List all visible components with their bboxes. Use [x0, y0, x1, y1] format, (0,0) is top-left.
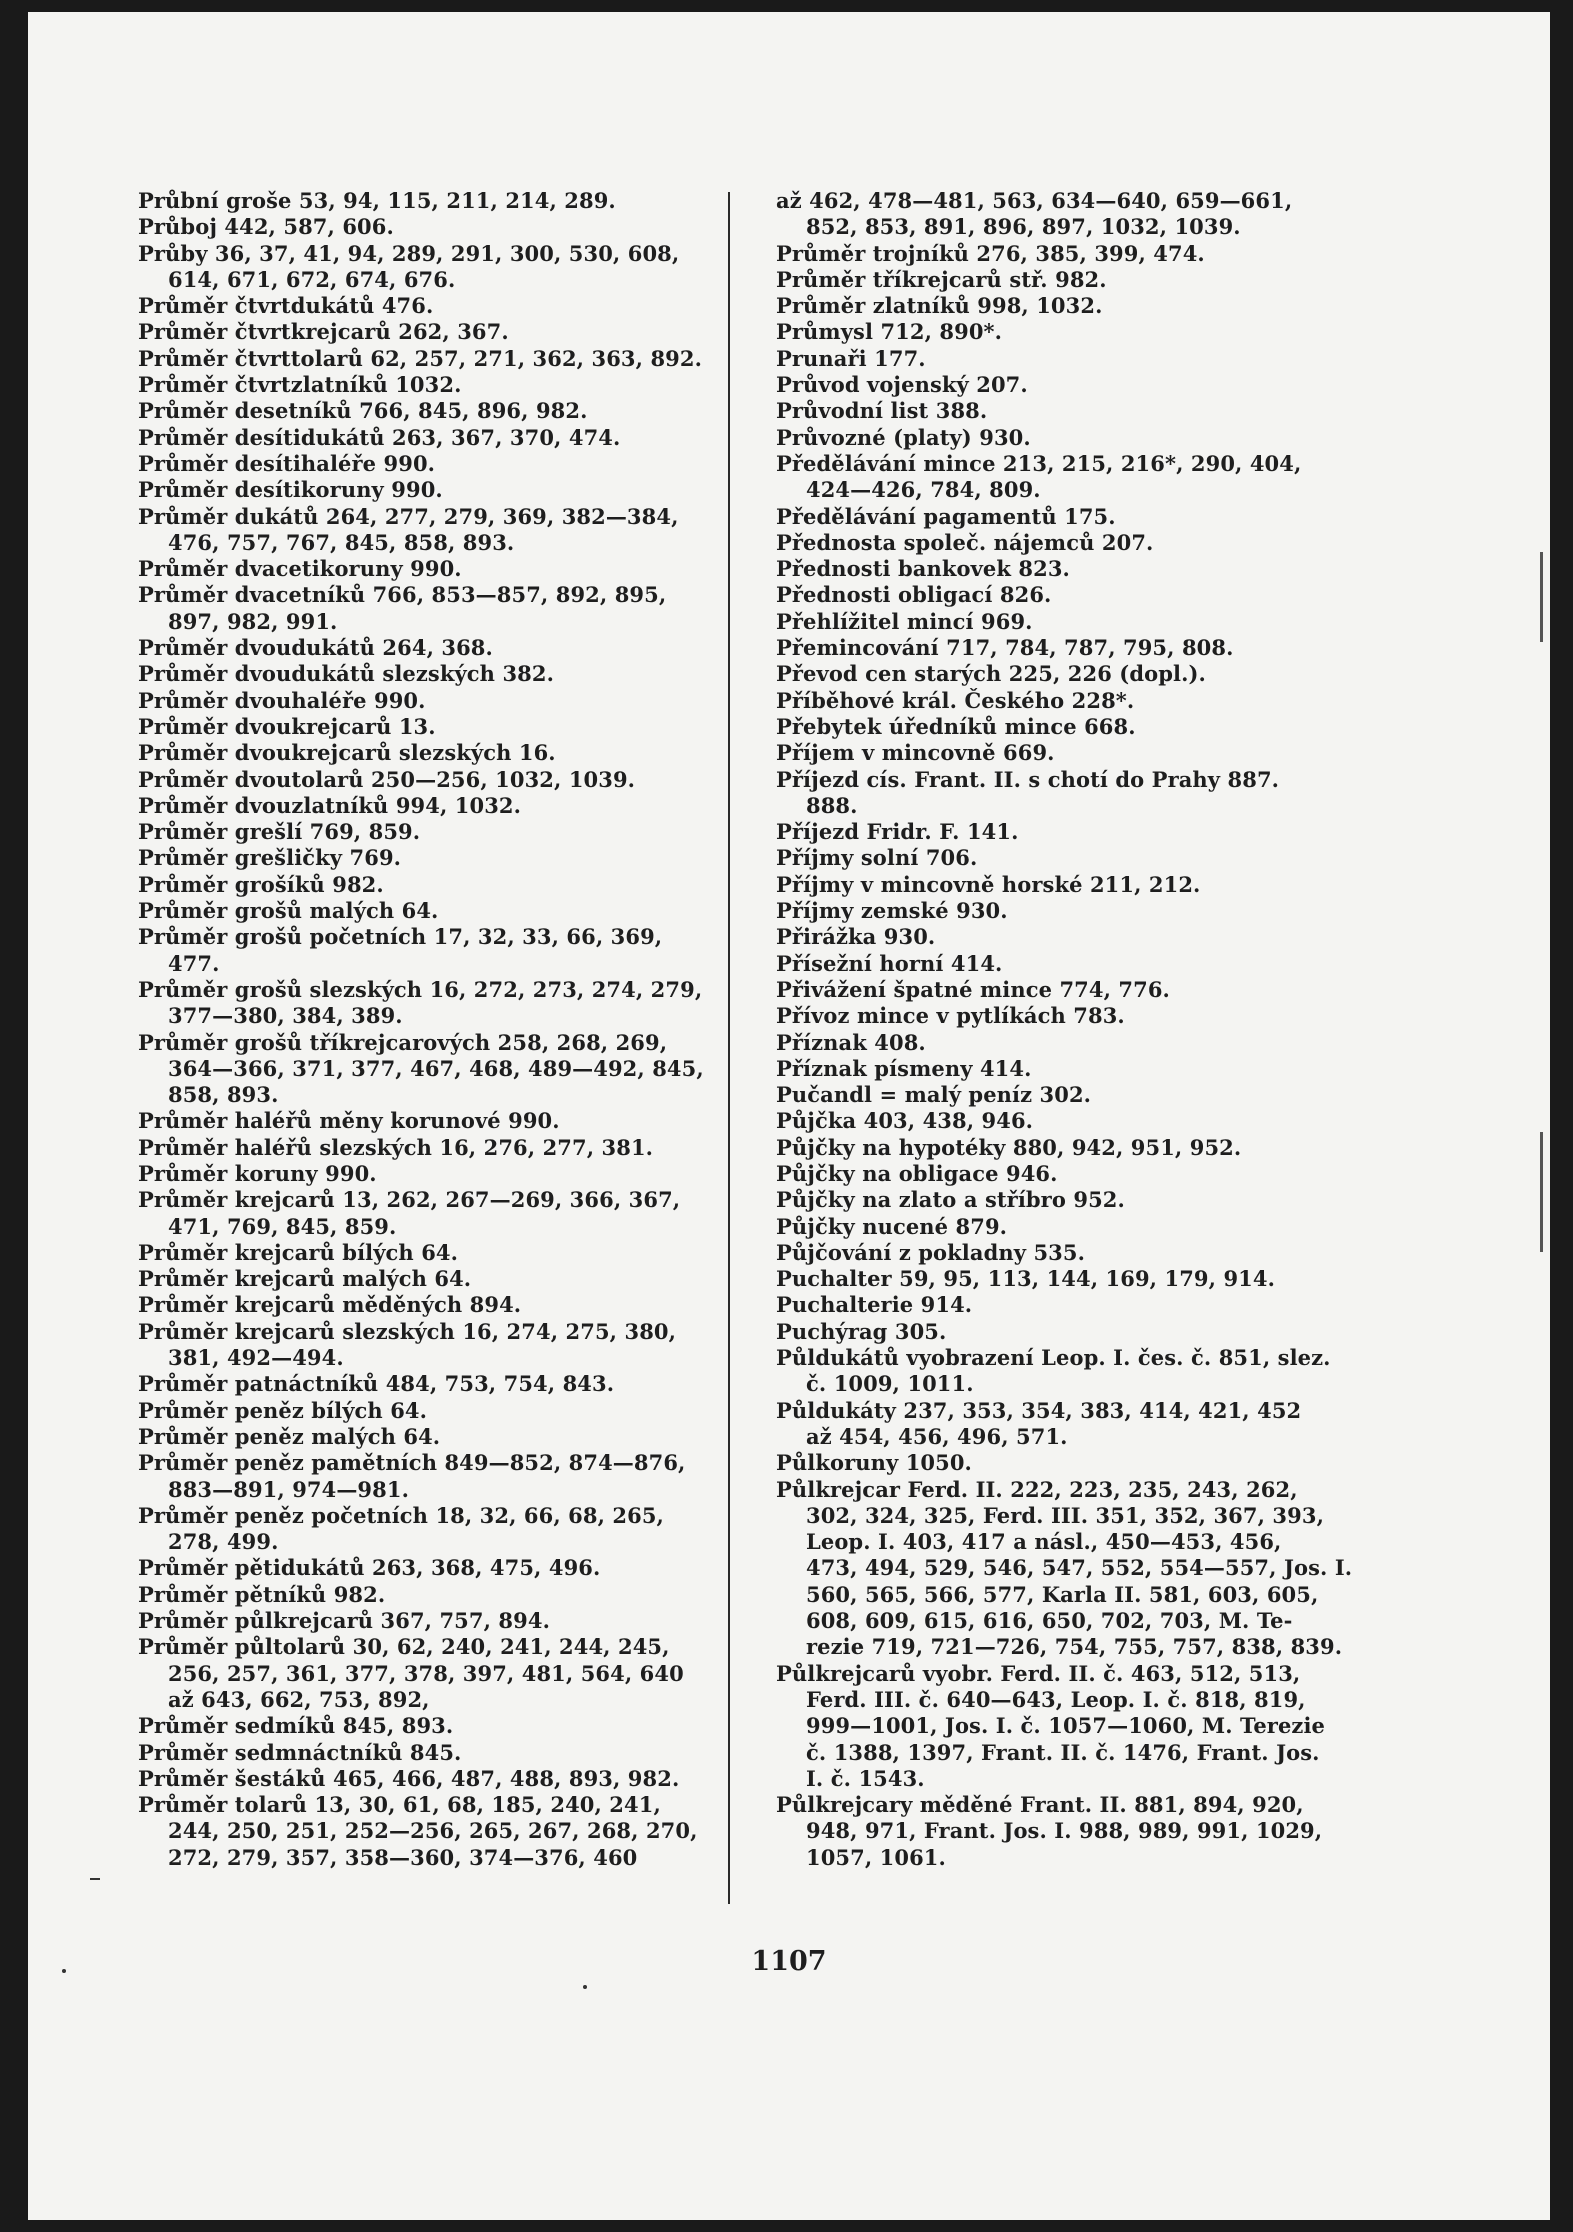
index-entry: Průměr sedmíků 845, 893.: [138, 1713, 454, 1739]
index-entry: Průměr dvouhaléře 990.: [138, 687, 426, 713]
index-entry: Přednosti obligací 826.: [776, 582, 1052, 608]
index-entry: Průměr čtvrttolarů 62, 257, 271, 362, 363, 892.: [138, 345, 702, 371]
index-entry: Průměr desítidukátů 263, 367, 370, 474.: [138, 424, 621, 450]
index-entry: Příznak 408.: [776, 1029, 926, 1055]
index-entry: Průměr peněz pamětních 849—852, 874—876, 883—891, 974—981.: [138, 1450, 686, 1502]
index-entry: Půjčky na hypotéky 880, 942, 951, 952.: [776, 1134, 1242, 1160]
index-entry: Příjem v mincovně 669.: [776, 740, 1055, 766]
index-entry: Průměr dvoudukátů slezských 382.: [138, 661, 555, 687]
index-entry: Puchalter 59, 95, 113, 144, 169, 179, 914.: [776, 1266, 1276, 1292]
index-entry: Průměr dvoukrejcarů slezských 16.: [138, 740, 556, 766]
index-entry: Půjčky nucené 879.: [776, 1213, 1008, 1239]
index-entry: Prunaři 177.: [776, 345, 926, 371]
index-entry: Převod cen starých 225, 226 (dopl.).: [776, 661, 1206, 687]
index-entry: Průměr haléřů slezských 16, 276, 277, 381.: [138, 1134, 654, 1160]
index-entry: Průměr grošů slezských 16, 272, 273, 274, 279, 377—380, 384, 389.: [138, 976, 703, 1029]
index-entry: Přivážení špatné mince 774, 776.: [776, 976, 1170, 1002]
index-entry: Průměr trojníků 276, 385, 399, 474.: [776, 240, 1205, 266]
index-entry: Průměr pětníků 982.: [138, 1581, 386, 1607]
index-entry: Příjmy v mincovně horské 211, 212.: [776, 871, 1201, 897]
index-entry: Průměr grošů malých 64.: [138, 898, 439, 924]
index-entry: Průměr krejcarů slezských 16, 274, 275, 380, 381, 492—494.: [138, 1318, 677, 1371]
index-entry: Průměr dvacetníků 766, 853—857, 892, 895, 897, 982, 991.: [138, 582, 667, 634]
index-entry: Přirážka 930.: [776, 924, 936, 950]
index-entry: až 462, 478—481, 563, 634—640, 659—661, 852, 853, 891, 896, 897, 1032, 1039.: [776, 188, 1293, 240]
index-entry: Průměr čtvrtzlatníků 1032.: [138, 372, 462, 398]
index-entry: Průměr půlkrejcarů 367, 757, 894.: [138, 1608, 550, 1634]
index-entry: Průměr grošů tříkrejcarových 258, 268, 269, 364—366, 371, 377, 467, 468, 489—492, 845, 858, 893.: [138, 1029, 704, 1108]
index-entry: Průměr krejcarů 13, 262, 267—269, 366, 367, 471, 769, 845, 859.: [138, 1187, 681, 1239]
index-entry: Příznak písmeny 414.: [776, 1055, 1032, 1081]
index-entry: Předělávání pagamentů 175.: [776, 503, 1116, 529]
margin-mark: [90, 1878, 100, 1880]
index-entry: Předělávání mince 213, 215, 216*, 290, 404, 424—426, 784, 809.: [776, 450, 1302, 503]
index-entry: Přehlížitel mincí 969.: [776, 608, 1033, 634]
index-entry: Průměr haléřů měny korunové 990.: [138, 1108, 560, 1134]
index-entry: Průměr desítihaléře 990.: [138, 450, 436, 476]
index-entry: Průměr grešličky 769.: [138, 845, 402, 871]
index-entry: Příjezd Fridr. F. 141.: [776, 819, 1019, 845]
index-entry: Půlkrejcary měděné Frant. II. 881, 894, 920, 948, 971, Frant. Jos. I. 988, 989, 991, 1029, 1057, 1061.: [776, 1792, 1323, 1870]
index-entry: Průměr peněz početních 18, 32, 66, 68, 265, 278, 499.: [138, 1502, 664, 1555]
scan-edge-mark: [1540, 1132, 1543, 1252]
index-entry: Přísežní horní 414.: [776, 950, 1003, 976]
index-entry: Přednosti bankovek 823.: [776, 556, 1070, 582]
index-entry: Průměr tolarů 13, 30, 61, 68, 185, 240, 241, 244, 250, 251, 252—256, 265, 267, 268, 270, 272, 279, 357, 358—360, 374—376, 460: [138, 1792, 698, 1870]
index-entry: Průměr šestáků 465, 466, 487, 488, 893, 982.: [138, 1765, 680, 1791]
index-entry: Průměr krejcarů malých 64.: [138, 1266, 472, 1292]
index-entry: Přemincování 717, 784, 787, 795, 808.: [776, 635, 1234, 661]
index-entry: Průboj 442, 587, 606.: [138, 214, 394, 240]
index-entry: Průměr dukátů 264, 277, 279, 369, 382—384, 476, 757, 767, 845, 858, 893.: [138, 503, 679, 555]
index-entry: Průmysl 712, 890*.: [776, 319, 1003, 345]
index-entry: Průměr koruny 990.: [138, 1160, 377, 1186]
index-entry: Průměr dvoukrejcarů 13.: [138, 713, 436, 739]
index-entry: Průměr půltolarů 30, 62, 240, 241, 244, 245, 256, 257, 361, 377, 378, 397, 481, 564, 640 až 643, 662, 753, 892,: [138, 1634, 684, 1712]
index-entry: Průvod vojenský 207.: [776, 372, 1028, 398]
index-entry: Průměr dvoutolarů 250—256, 1032, 1039.: [138, 766, 636, 792]
index-entry: Průměr krejcarů měděných 894.: [138, 1292, 522, 1318]
index-entry: Půlkrejcarů vyobr. Ferd. II. č. 463, 512, 513, Ferd. III. č. 640—643, Leop. I. č. 818, 819, 999—1001, Jos. I. č. 1057—1060, M. Terezie č. 1388, 1397, Frant. II. č. 1476, Frant. Jos. I. č. 1543.: [776, 1660, 1325, 1791]
index-entry: Průměr pětidukátů 263, 368, 475, 496.: [138, 1555, 601, 1581]
index-entry: Přednosta společ. nájemců 207.: [776, 529, 1154, 555]
margin-mark: [62, 1969, 66, 1973]
index-entry: Průměr sedmnáctníků 845.: [138, 1739, 462, 1765]
index-entry: Průměr patnáctníků 484, 753, 754, 843.: [138, 1371, 615, 1397]
index-entry: Půjčka 403, 438, 946.: [776, 1108, 1034, 1134]
margin-mark: [583, 1985, 587, 1989]
index-entry: Příjmy solní 706.: [776, 845, 978, 871]
index-entry: Průměr dvouzlatníků 994, 1032.: [138, 792, 522, 818]
index-entry: Půldukátů vyobrazení Leop. I. čes. č. 851, slez. č. 1009, 1011.: [776, 1345, 1331, 1397]
index-entry: Přívoz mince v pytlíkách 783.: [776, 1003, 1125, 1029]
index-entry: Průměr zlatníků 998, 1032.: [776, 293, 1103, 319]
index-entry: Průměr krejcarů bílých 64.: [138, 1239, 459, 1265]
index-entry: Půlkrejcar Ferd. II. 222, 223, 235, 243, 262, 302, 324, 325, Ferd. III. 351, 352, 367, 393, Leop. I. 403, 417 a násl., 450—453, 456, 473, 494, 529, 546, 547, 552, 554—557, Jos. I. 560, 565, 566, 577, Karla II. 581, 603, 605, 608, 609, 615, 616, 650, 702, 703, M. Te- rezie 719, 721—726, 754, 755, 757, 838, 839.: [776, 1476, 1353, 1660]
index-entry: Průbní groše 53, 94, 115, 211, 214, 289.: [138, 188, 616, 213]
index-entry: Průměr dvoudukátů 264, 368.: [138, 635, 493, 661]
index-entry: Přebytek úředníků mince 668.: [776, 713, 1136, 739]
index-entry: Puchalterie 914.: [776, 1292, 973, 1318]
index-column-right: [776, 188, 1376, 1871]
index-entry: Půldukáty 237, 353, 354, 383, 414, 421, 452 až 454, 456, 496, 571.: [776, 1397, 1302, 1449]
index-entry: Půjčky na obligace 946.: [776, 1160, 1058, 1186]
index-entry: Průměr peněz malých 64.: [138, 1423, 441, 1449]
index-entry: Průměr čtvrtdukátů 476.: [138, 293, 434, 319]
index-entry: Půlkoruny 1050.: [776, 1450, 972, 1476]
page-number: 1107: [751, 1946, 827, 1977]
index-column-left: [138, 188, 738, 1871]
index-entry: Příjezd cís. Frant. II. s chotí do Prahy 887. 888.: [776, 766, 1280, 818]
index-entry: Příjmy zemské 930.: [776, 898, 1008, 924]
index-entry: Půjčování z pokladny 535.: [776, 1239, 1085, 1265]
index-entry: Průměr grošíků 982.: [138, 871, 384, 897]
index-entry: Průměr dvacetikoruny 990.: [138, 556, 462, 582]
index-entry: Průměr desetníků 766, 845, 896, 982.: [138, 398, 588, 424]
index-entry: Puchýrag 305.: [776, 1318, 947, 1344]
index-entry: Průvodní list 388.: [776, 398, 988, 424]
index-entry: Průby 36, 37, 41, 94, 289, 291, 300, 530, 608, 614, 671, 672, 674, 676.: [138, 240, 680, 292]
index-entry: Průměr grošů početních 17, 32, 33, 66, 369, 477.: [138, 924, 663, 976]
index-entry: Průměr čtvrtkrejcarů 262, 367.: [138, 319, 509, 345]
index-entry: Průměr tříkrejcarů stř. 982.: [776, 266, 1107, 292]
scan-edge-mark: [1540, 552, 1543, 642]
index-entry: Pučandl = malý peníz 302.: [776, 1082, 1092, 1108]
index-entry: Příběhové král. Českého 228*.: [776, 687, 1135, 713]
book-page: [28, 12, 1550, 2220]
column-divider: [728, 192, 730, 1904]
index-entry: Průměr desítikoruny 990.: [138, 477, 443, 503]
index-entry: Průvozné (platy) 930.: [776, 424, 1031, 450]
index-entry: Průměr grešlí 769, 859.: [138, 819, 421, 845]
index-entry: Půjčky na zlato a stříbro 952.: [776, 1187, 1125, 1213]
index-entry: Průměr peněz bílých 64.: [138, 1397, 428, 1423]
